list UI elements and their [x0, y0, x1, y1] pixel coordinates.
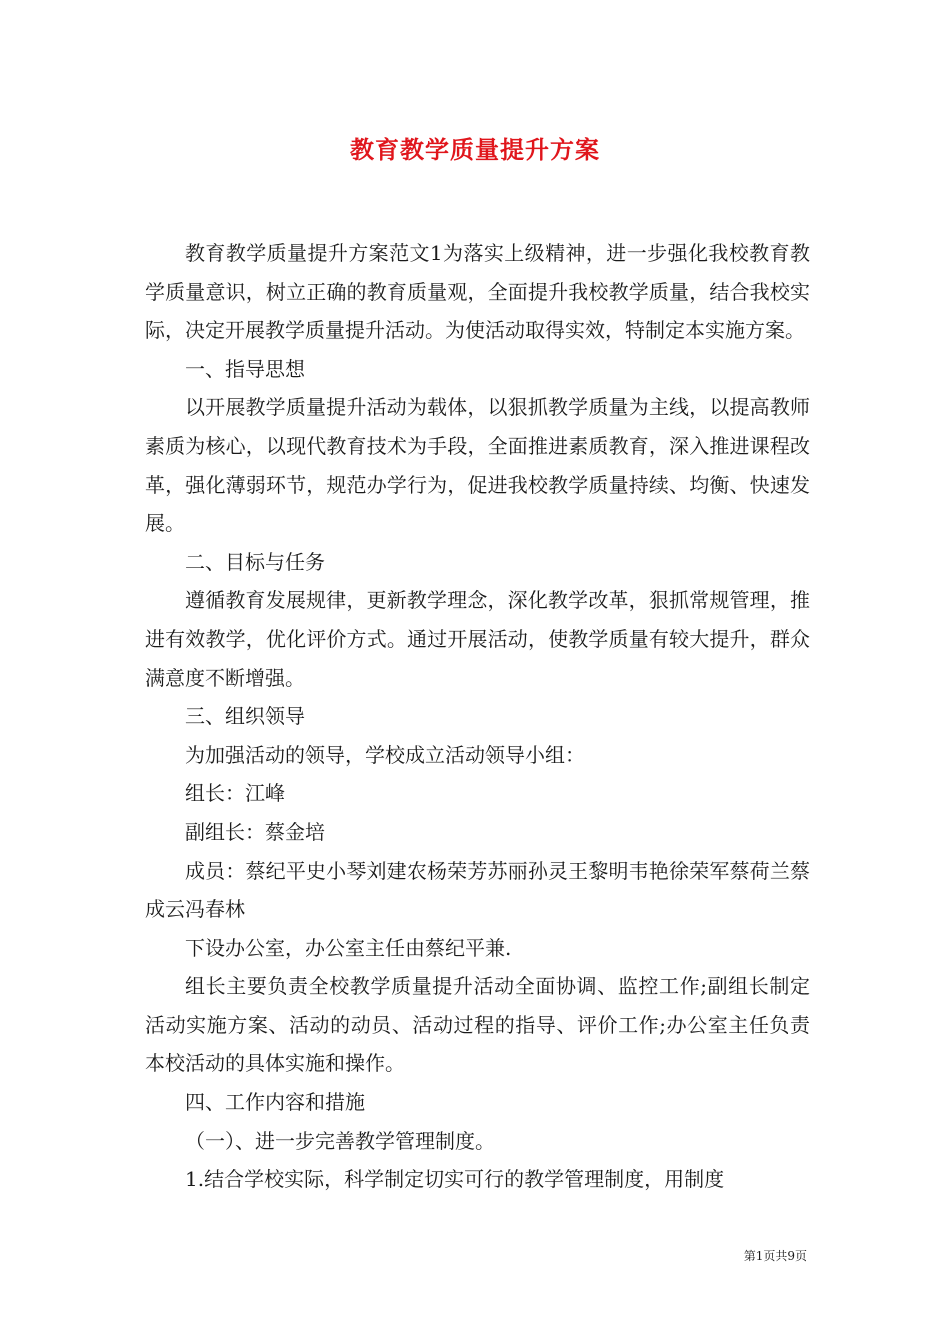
- paragraph-goals: 遵循教育发展规律，更新教学理念，深化教学改革，狠抓常规管理，推进有效教学，优化评价方式。通过开展活动，使教学质量有较大提升，群众满意度不断增强。: [145, 588, 810, 690]
- document-body: [145, 234, 810, 1199]
- section-heading-1: 一、指导思想: [185, 356, 305, 381]
- section-heading-4: 四、工作内容和措施: [185, 1090, 365, 1115]
- section-heading-2: 二、目标与任务: [185, 549, 325, 574]
- paragraph-leader: 组长：江峰: [185, 781, 285, 806]
- page-number: 第1页共9页: [743, 1249, 807, 1263]
- document-title: 教育教学质量提升方案: [350, 135, 600, 164]
- paragraph-deputy-leader: 副组长：蔡金培: [185, 819, 325, 844]
- paragraph-members: 成员：蔡纪平史小琴刘建农杨荣芳苏丽孙灵王黎明韦艳徐荣军蔡荷兰蔡成云冯春林: [145, 858, 810, 922]
- paragraph-responsibilities: 组长主要负责全校教学质量提升活动全面协调、监控工作;副组长制定活动实施方案、活动的动员、活动过程的指导、评价工作;办公室主任负责本校活动的具体实施和操作。: [145, 974, 810, 1076]
- paragraph-leadership-intro: 为加强活动的领导，学校成立活动领导小组：: [185, 742, 585, 767]
- paragraph-office: 下设办公室，办公室主任由蔡纪平兼.: [185, 935, 512, 960]
- paragraph-item-1: 1.结合学校实际，科学制定切实可行的教学管理制度，用制度: [185, 1167, 725, 1192]
- subsection-heading-1: （一）、进一步完善教学管理制度。: [185, 1128, 495, 1153]
- paragraph-guiding-thought: 以开展教学质量提升活动为载体，以狠抓教学质量为主线，以提高教师素质为核心，以现代教育技术为手段，全面推进素质教育，深入推进课程改革，强化薄弱环节，规范办学行为，促进我校教学质量持续、均衡、快速发展。: [145, 395, 810, 536]
- paragraph-intro: 教育教学质量提升方案范文1为落实上级精神，进一步强化我校教育教学质量意识，树立正确的教育质量观，全面提升我校教学质量，结合我校实际，决定开展教学质量提升活动。为使活动取得实效，特制定本实施方案。: [145, 241, 810, 343]
- section-heading-3: 三、组织领导: [185, 704, 305, 729]
